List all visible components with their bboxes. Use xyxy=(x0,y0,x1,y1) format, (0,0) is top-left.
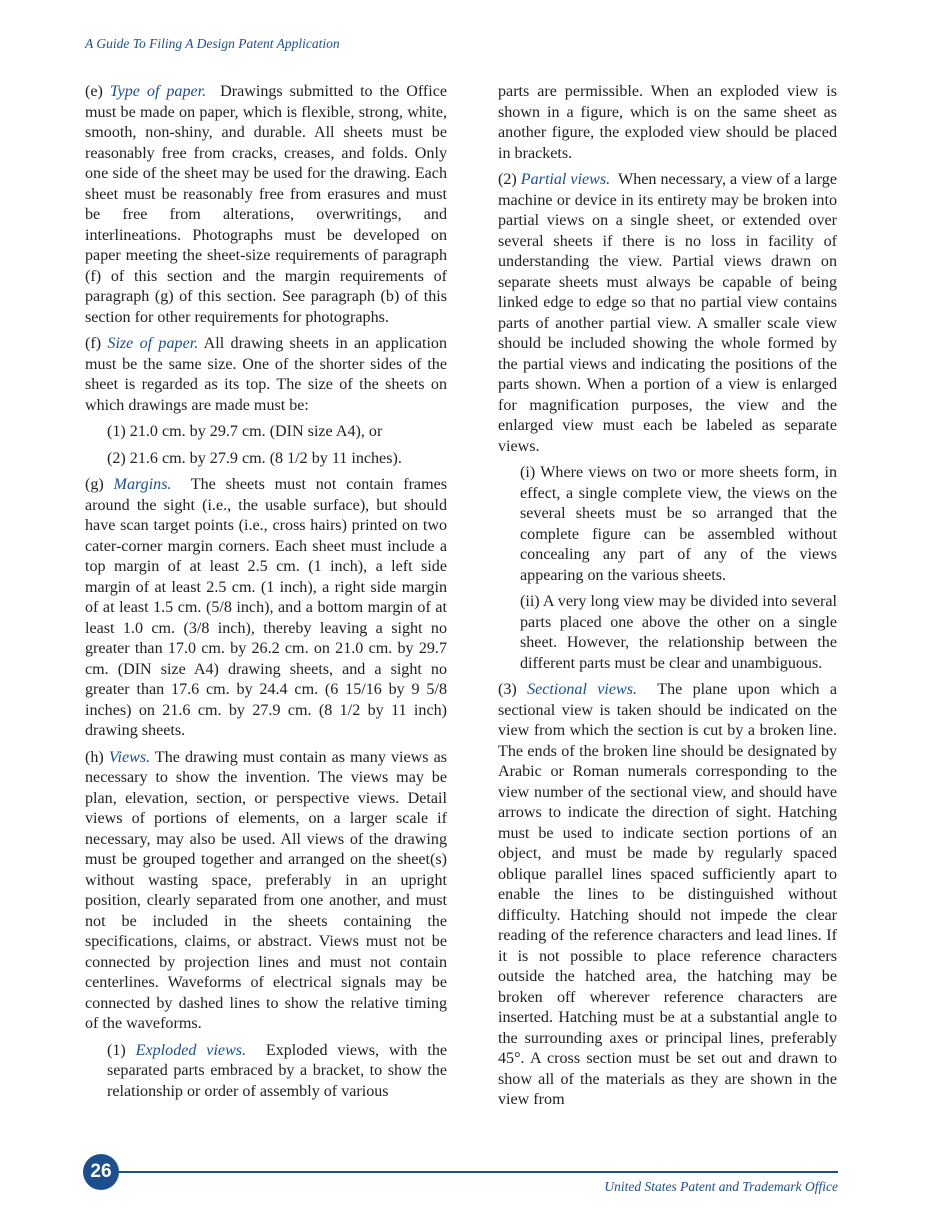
paragraph-margins xyxy=(85,475,447,742)
list-item-letter: (2) 21.6 cm. by 27.9 cm. (8 1/2 by 11 inches). xyxy=(107,449,402,467)
paragraph-text: When necessary, a view of a large machine or device in its entirety may be broken into partial views on a single sheet, or extended over several sheets if there is no loss in facility of understanding the view. Partial views drawn on separate sheets must always be capable of being linked edge to edge so that no partial view contains parts of another partial view. A smaller scale view should be included showing the whole formed by the partial views and indicating the positions of the parts shown. When a portion of a view is enlarged for magnification purposes, the view and the enlarged view must each be labeled as separate views. xyxy=(498,171,837,455)
paragraph-text: The plane upon which a sectional view is taken should be indicated on the view from which the section is cut by a broken line. The ends of the broken line should be designated by Arabic or Roman numerals corresponding to the view number of the sectional view, and should have arrows to indicate the direction of sight. Hatching must be used to indicate section portions of an object, and must be made by regularly spaced oblique parallel lines spaced sufficiently apart to enable the lines to be distinguished without difficulty. Hatching should not impede the clear reading of the reference characters and lead lines. If it is not possible to place reference characters outside the hatched area, the hatching may be broken off wherever reference characters are inserted. Hatching must be at a substantial angle to the surrounding axes or principal lines, preferably 45°. A cross section must be set out and drawn to show all of the materials as they are shown in the view from xyxy=(498,681,837,1108)
footer-organization: United States Patent and Trademark Office xyxy=(604,1179,838,1194)
paragraph-partial-views-i: (i) Where views on two or more sheets form, in effect, a single complete view, the views on the several sheets must be so arranged that the complete figure can be assembled without concealing any part of any of the views appearing on the various sheets. xyxy=(520,464,837,584)
running-header: A Guide To Filing A Design Patent Application xyxy=(85,36,340,51)
paragraph-number: (g) xyxy=(85,476,104,493)
list-item-a4: (1) 21.0 cm. by 29.7 cm. (DIN size A4), or xyxy=(107,423,383,440)
left-column xyxy=(85,82,447,1108)
paragraph-size-of-paper xyxy=(85,334,447,416)
paragraph-text: All drawing sheets in an application must be the same size. One of the shorter sides of the sheet is regarded as its top. The size of the sheets on which drawings are made must be: xyxy=(85,335,448,414)
footer-divider xyxy=(100,1171,838,1173)
page-number-badge: 26 xyxy=(83,1154,119,1190)
paragraph-label: Margins. xyxy=(113,476,172,493)
paragraph-number: (e) xyxy=(85,83,103,100)
paragraph-partial-views-ii: (ii) A very long view may be divided into several parts placed one above the other on a single sheet. However, the relationship between the different parts must be clear and unambiguous. xyxy=(520,593,837,672)
paragraph-text: The drawing must contain as many views as necessary to show the invention. The views may be plan, elevation, section, or perspective views. Detail views of portions of elements, on a larger scale if necessary, may also be used. All views of the drawing must be grouped together and arranged on the sheet(s) without wasting space, preferably in an upright position, clearly separated from one another, and must not be included in the sheets containing the specifications, claims, or abstract. Views must not be connected by projection lines and must not contain centerlines. Waveforms of electrical signals may be connected by dashed lines to show the relative timing of the waveforms. xyxy=(85,748,447,1032)
paragraph-label: Exploded views. xyxy=(135,1041,247,1059)
paragraph-label: Views. xyxy=(108,748,151,766)
paragraph-partial-views xyxy=(498,170,837,457)
paragraph-sectional-views xyxy=(498,680,837,1111)
paragraph-label: Partial views. xyxy=(520,171,611,188)
paragraph-number: (1) xyxy=(107,1041,126,1059)
right-column xyxy=(498,82,837,1117)
paragraph-label: Sectional views. xyxy=(527,681,638,698)
paragraph-exploded-views xyxy=(107,1041,447,1103)
paragraph-number: (3) xyxy=(498,681,517,698)
paragraph-label: Type of paper. xyxy=(109,83,207,100)
paragraph-number: (f) xyxy=(85,335,102,352)
paragraph-label: Size of paper. xyxy=(107,335,199,352)
paragraph-number: (2) xyxy=(498,171,517,188)
paragraph-text: Drawings submitted to the Office must be made on paper, which is flexible, strong, white, smooth, non-shiny, and durable. All sheets must be reasonably free from cracks, creases, and folds. Only one side of the sheet may be used for the drawing. Each sheet must be reasonably free from erasures and must be free from alterations, overwritings, and interlineations. Photographs must be developed on paper meeting the sheet-size requirements of paragraph (f) of this section and the margin requirements of paragraph (g) of this section. See paragraph (b) of this section for other requirements for photographs. xyxy=(85,83,448,326)
paragraph-text: The sheets must not contain frames around the sight (i.e., the usable surface), but should have scan target points (i.e., cross hairs) printed on two cater-corner margin corners. Each sheet must include a top margin of at least 2.5 cm. (1 inch), a left side margin of at least 2.5 cm. (1 inch), a right side margin of at least 1.5 cm. (5/8 inch), and a bottom margin of at least 1.0 cm. (3/8 inch), thereby leaving a sight no greater than 17.0 cm. by 26.2 cm. on 21.0 cm. by 29.7 cm. (DIN size A4) drawing sheets, and a sight no greater than 17.6 cm. by 24.4 cm. (6 15/16 by 9 5/8 inches) on 21.6 cm. by 27.9 cm. (8 1/2 by 11 inch) drawing sheets. xyxy=(85,476,447,739)
paragraph-exploded-views-continued: parts are permissible. When an exploded view is shown in a figure, which is on the same sheet as another figure, the exploded view should be placed in brackets. xyxy=(498,83,837,162)
paragraph-text: Exploded views, with the separated parts embraced by a bracket, to show the relationship or order of assembly of various xyxy=(107,1041,448,1100)
paragraph-number: (h) xyxy=(85,748,104,766)
paragraph-type-of-paper xyxy=(85,82,447,328)
paragraph-views xyxy=(85,748,447,1035)
